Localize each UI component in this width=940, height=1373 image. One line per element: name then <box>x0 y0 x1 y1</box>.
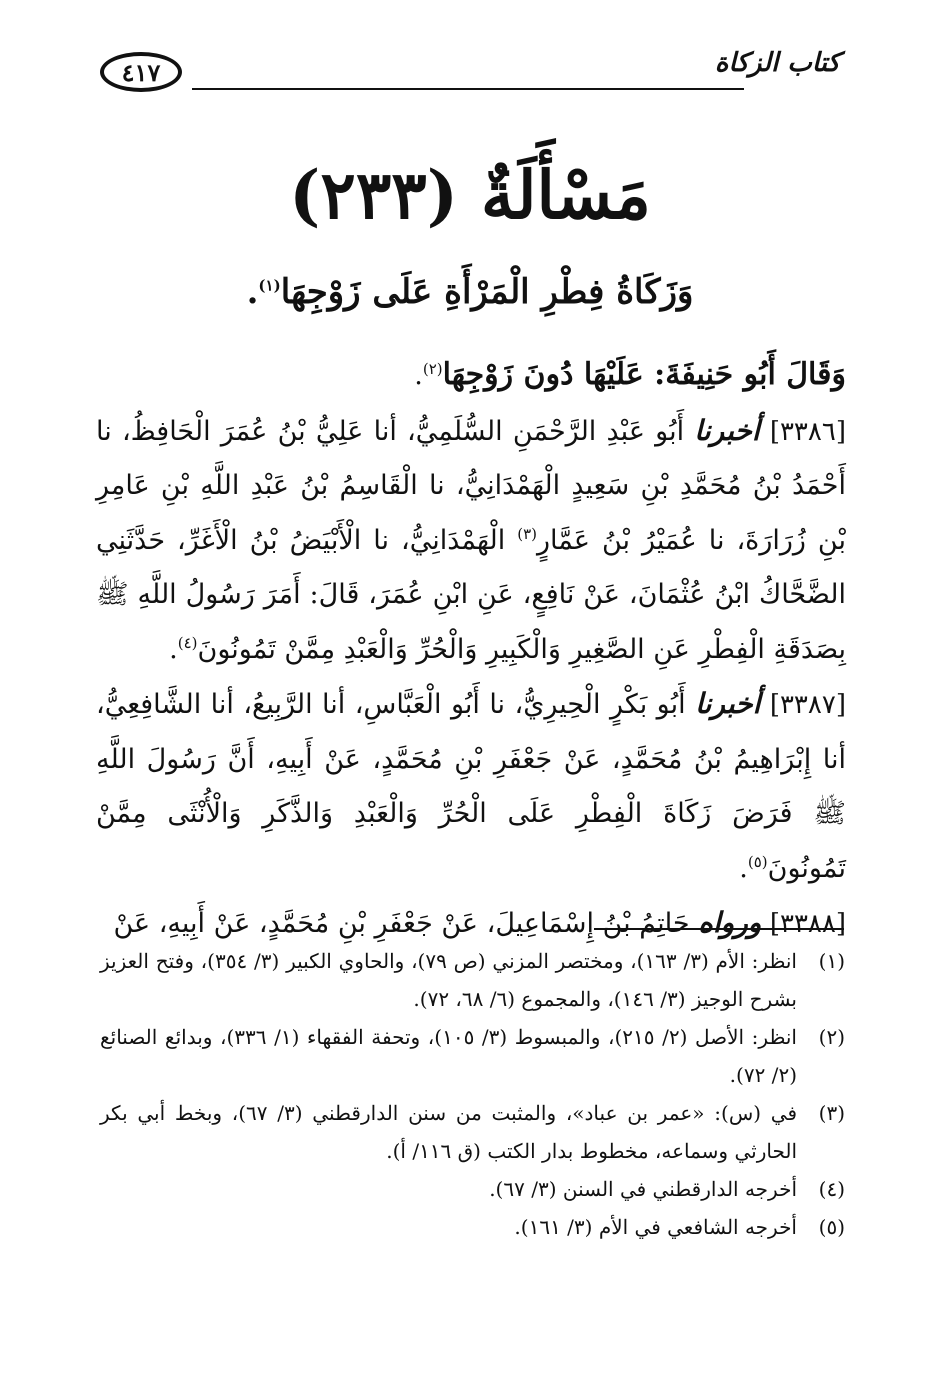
hadith-3387 <box>96 677 846 896</box>
hadith-number: [٣٣٨٦] <box>769 416 846 447</box>
chapter-subtitle <box>100 262 840 322</box>
hadith-text: حَاتِمُ بْنُ إِسْمَاعِيلَ، عَنْ جَعْفَرِ بْنِ مُحَمَّدٍ، عَنْ أَبِيهِ، عَنْ <box>113 908 690 939</box>
narration-keyword: أخبرنا <box>695 687 761 720</box>
abu-hanifa-text: وَقَالَ أَبُو حَنِيفَةَ: عَلَيْهَا دُونَ زَوْجِهَا <box>442 357 846 392</box>
footnote-number: (٣) <box>818 1101 845 1125</box>
footnote-2 <box>100 1018 845 1094</box>
narration-keyword: ورواه <box>698 906 762 939</box>
hadith-text: أَبُو عَبْدِ الرَّحْمَنِ السُّلَمِيُّ، أنا عَلِيُّ بْنُ عُمَرَ الْحَافِظُ، نا أَحْمَدُ بْنُ مُحَمَّدِ بْنِ سَعِيدٍ الْهَمْدَانِيُّ، نا الْقَاسِمُ بْنُ عَبْدِ اللَّهِ بْنِ عَامِرِ بْنِ زُرَارَةَ، نا عُمَيْرُ بْنُ عَمَّارٍ <box>96 415 846 556</box>
hadith-3386 <box>96 404 846 678</box>
paragraph-abu-hanifa <box>96 348 846 404</box>
footnote-3 <box>100 1094 845 1170</box>
footnote-ref-5[interactable]: (٥) <box>747 852 768 871</box>
period: . <box>739 852 748 884</box>
subtitle-text: وَزَكَاةُ فِطْرِ الْمَرْأَةِ عَلَى زَوْجِهَا <box>280 272 694 312</box>
footnote-separator <box>594 928 844 930</box>
hadith-text: أَبُو بَكْرٍ الْحِيرِيُّ، نا أَبُو الْعَبَّاسِ، أنا الرَّبِيعُ، أنا الشَّافِعِيُّ، أنا إِبْرَاهِيمُ بْنُ مُحَمَّدٍ، عَنْ جَعْفَرِ بْنِ مُحَمَّدٍ، عَنْ أَبِيهِ، أَنَّ رَسُولَ اللَّهِ ﷺ فَرَضَ زَكَاةَ الْفِطْرِ عَلَى الْحُرِّ وَالْعَبْدِ وَالذَّكَرِ وَالْأُنْثَى مِمَّنْ تَمُونُونَ <box>96 689 846 884</box>
footnote-number: (١) <box>818 949 845 973</box>
footnote-ref-2[interactable]: (٢) <box>422 360 443 378</box>
footnote-ref-4[interactable]: (٤) <box>177 633 198 652</box>
footnote-1 <box>100 942 845 1018</box>
running-title: كتاب الزكاة <box>714 48 840 78</box>
page-number: ٤١٧ <box>100 52 182 92</box>
footnote-4 <box>100 1170 845 1208</box>
body-text <box>96 348 846 952</box>
footnote-ref-1[interactable]: (١) <box>258 276 281 295</box>
subtitle-period: . <box>246 272 259 312</box>
footnote-text: انظر: الأم (٣/ ١٦٣)، ومختصر المزني (ص ٧٩)، والحاوي الكبير (٣/ ٣٥٤)، وفتح العزيز بشرح الوجيز (٣/ ١٤٦)، والمجموع (٦/ ٦٨، ٧٢). <box>100 949 797 1011</box>
footnote-text: في (س): «عمر بن عباد»، والمثبت من سنن الدارقطني (٣/ ٦٧)، وبخط أبي بكر الحارثي وسماعه، مخطوط بدار الكتب (ق ١١٦/ أ). <box>100 1101 798 1163</box>
footnote-text: أخرجه الدارقطني في السنن (٣/ ٦٧). <box>489 1177 797 1201</box>
hadith-number: [٣٣٨٧] <box>769 690 846 720</box>
hadith-text-cont: الْهَمْدَانِيُّ، نا الْأَبْيَضُ بْنُ الْأَغَرِّ، حَدَّثَنِي الضَّحَّاكُ ابْنُ عُثْمَانَ، عَنْ نَافِعٍ، عَنِ ابْنِ عُمَرَ، قَالَ: أَمَرَ رَسُولُ اللَّهِ ﷺ بِصَدَقَةِ الْفِطْرِ عَنِ الصَّغِيرِ وَالْكَبِيرِ وَالْحُرِّ وَالْعَبْدِ مِمَّنْ تَمُونُونَ <box>96 524 846 665</box>
page-header <box>100 48 840 104</box>
header-rule <box>192 88 744 90</box>
footnotes <box>100 942 845 1246</box>
period: . <box>169 633 178 665</box>
footnote-number: (٢) <box>818 1025 845 1049</box>
chapter-title: مَسْأَلَةٌ (٢٣٣) <box>289 156 651 234</box>
footnote-text: انظر: الأصل (٢/ ٢١٥)، والمبسوط (٣/ ١٠٥)، وتحفة الفقهاء (١/ ٣٣٦)، وبدائع الصنائع (٢/ ٧٢). <box>100 1025 797 1087</box>
footnote-number: (٤) <box>818 1177 845 1201</box>
footnote-ref-3[interactable]: (٣) <box>517 524 537 543</box>
footnote-text: أخرجه الشافعي في الأم (٣/ ١٦١). <box>514 1215 797 1239</box>
period: . <box>414 360 423 391</box>
narration-keyword: أخبرنا <box>694 413 760 447</box>
hadith-number: [٣٣٨٨] <box>769 909 846 939</box>
footnote-number: (٥) <box>818 1215 845 1239</box>
footnote-5 <box>100 1208 845 1246</box>
